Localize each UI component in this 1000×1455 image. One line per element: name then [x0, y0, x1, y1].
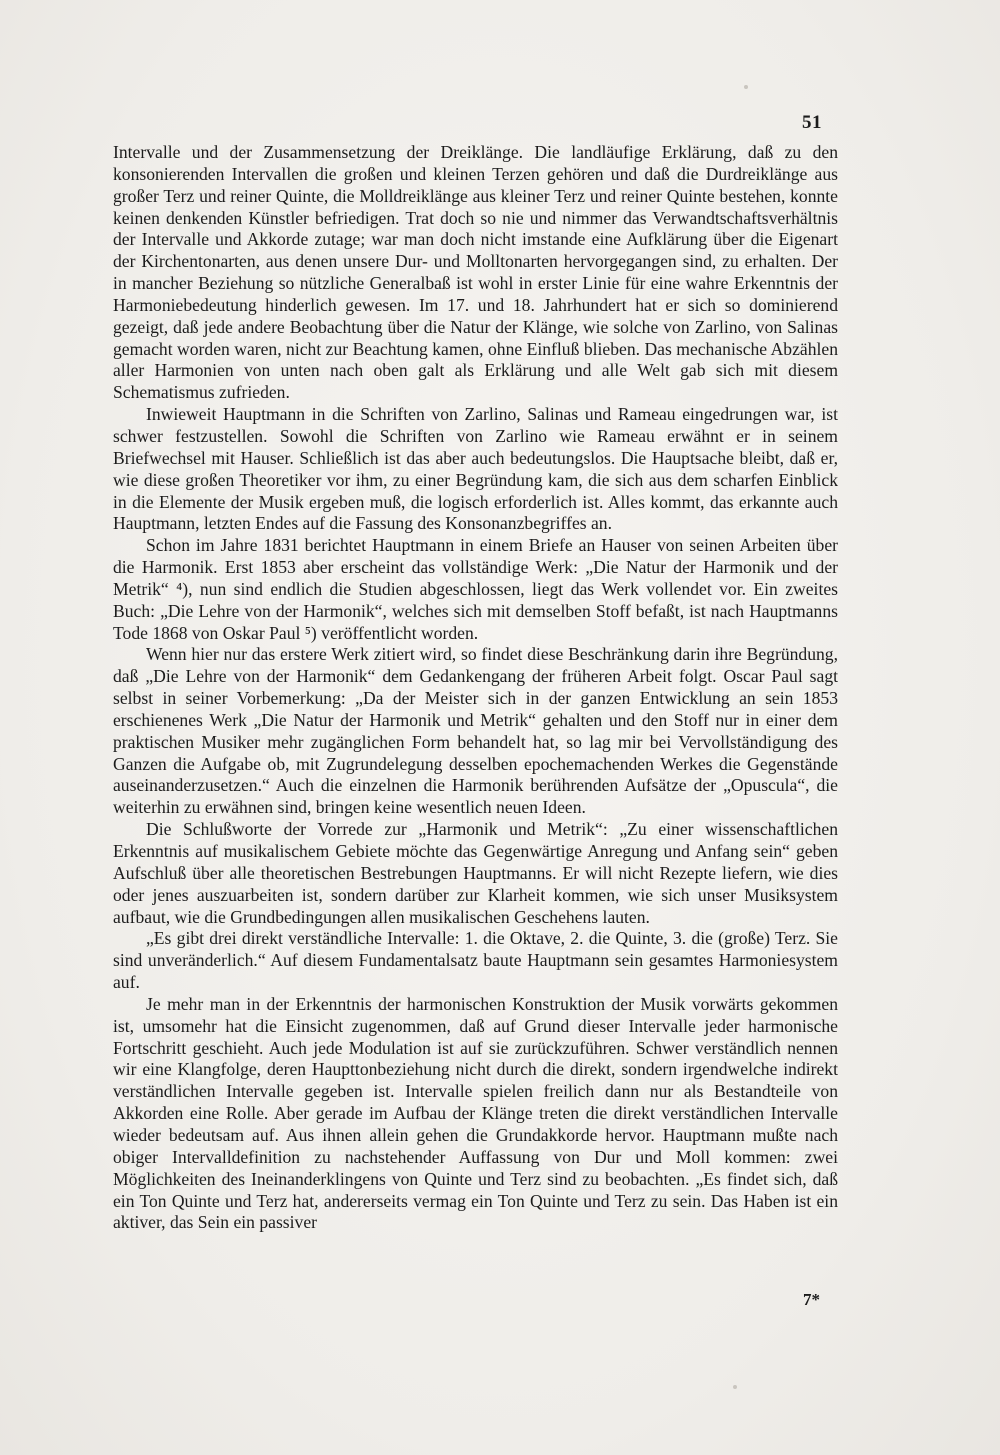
body-text	[113, 142, 838, 1234]
paragraph: „Es gibt drei direkt verständliche Intervalle: 1. die Oktave, 2. die Quinte, 3. die (große) Terz. Sie sind unveränderlich.“ Auf diesem Fundamentalsatz baute Hauptmann sein gesamtes Harmoniesystem auf.	[113, 928, 838, 993]
paper-speck	[733, 1385, 737, 1389]
paragraph: Schon im Jahre 1831 berichtet Hauptmann in einem Briefe an Hauser von seinen Arbeiten über die Harmonik. Erst 1853 aber erscheint das vollständige Werk: „Die Natur der Harmonik und der Metrik“ ⁴), nun sind endlich die Studien abgeschlossen, liegt das Werk vollendet vor. Ein zweites Buch: „Die Lehre von der Harmonik“, welches sich mit demselben Stoff befaßt, ist nach Hauptmanns Tode 1868 von Oskar Paul ⁵) veröffentlicht worden.	[113, 535, 838, 643]
paragraph: Inwieweit Hauptmann in die Schriften von Zarlino, Salinas und Rameau eingedrungen war, ist schwer festzustellen. Sowohl die Schriften von Zarlino wie Rameau erwähnt er in seinem Briefwechsel mit Hauser. Schließlich ist das aber auch bedeutungslos. Die Hauptsache bleibt, daß er, wie diese großen Theoretiker vor ihm, zu einer Begründung kam, die sich aus dem scharfen Einblick in die Elemente der Musik ergeben muß, die logisch erforderlich ist. Alles kommt, das erkannte auch Hauptmann, letzten Endes auf die Fassung des Konsonanzbegriffes an.	[113, 404, 838, 534]
paragraph: Intervalle und der Zusammensetzung der Dreiklänge. Die landläufige Erklärung, daß zu den konsonierenden Intervallen die großen und kleinen Terzen gehören und daß die Durdreiklänge aus großer Terz und reiner Quinte, die Molldreiklänge aus kleiner Terz und reiner Quinte bestehen, konnte keinen denkenden Künstler befriedigen. Trat doch so nie und nimmer das Verwandtschaftsverhältnis der Intervalle und Akkorde zutage; war man doch nicht imstande eine Aufklärung über die Eigenart der Kirchentonarten, aus denen unsere Dur- und Molltonarten hervorgegangen sind, zu erhalten. Der in mancher Beziehung so nützliche Generalbaß ist wohl in erster Linie für eine wahre Erkenntnis der Harmoniebedeutung hinderlich gewesen. Im 17. und 18. Jahrhundert hat er sich so dominierend gezeigt, daß jede andere Beobachtung über die Natur der Klänge, wie solche von Zarlino, von Salinas gemacht worden waren, nicht zur Beachtung kamen, ohne Einfluß blieben. Das mechanische Abzählen aller Harmonien von unten nach oben galt als Erklärung und alle Welt gab sich mit diesem Schematismus zufrieden.	[113, 142, 838, 403]
signature-mark: 7*	[803, 1290, 820, 1309]
paragraph: Die Schlußworte der Vorrede zur „Harmonik und Metrik“: „Zu einer wissenschaftlichen Erkenntnis auf musikalischem Gebiete möchte das Gegenwärtige Anregung und Anfang sein“ geben Aufschluß über alle theoretischen Bestrebungen Hauptmanns. Er will nicht Rezepte liefern, wie dies oder jenes auszuarbeiten ist, sondern darüber zur Klarheit kommen, wie sich unser Musiksystem aufbaut, wie die Grundbedingungen allen musikalischen Geschehens lauten.	[113, 819, 838, 927]
paragraph: Wenn hier nur das erstere Werk zitiert wird, so findet diese Beschränkung darin ihre Begründung, daß „Die Lehre von der Harmonik“ dem Gedankengang der früheren Arbeit folgt. Oscar Paul sagt selbst in seiner Vorbemerkung: „Da der Meister sich in der ganzen Entwicklung an sein 1853 erschienenes Werk „Die Natur der Harmonik und Metrik“ gehalten und den Stoff nur in einer dem praktischen Musiker mehr zugänglichen Form behandelt hat, so lag mir bei Vervollständigung des Ganzen die Aufgabe ob, mit Zugrundelegung desselben epochemachenden Werkes die Gegenstände auseinanderzusetzen.“ Auch die einzelnen die Harmonik berührenden Aufsätze der „Opuscula“, die weiterhin zu erwähnen sind, bringen keine wesentlich neuen Ideen.	[113, 644, 838, 818]
paper-speck	[744, 85, 748, 89]
page-number: 51	[802, 112, 822, 133]
paragraph: Je mehr man in der Erkenntnis der harmonischen Konstruktion der Musik vorwärts gekommen ist, umsomehr hat die Einsicht zugenommen, daß auf Grund dieser Intervalle jeder harmonische Fortschritt geschieht. Auch jede Modulation ist auf sie zurückzuführen. Schwer verständlich nennen wir eine Klangfolge, deren Haupttonbeziehung nicht durch die direkt, sondern irgendwelche indirekt verständlichen Intervalle gegeben ist. Intervalle spielen freilich dann nur als Bestandteile von Akkorden eine Rolle. Aber gerade im Aufbau der Klänge treten die direkt verständlichen Intervalle wieder bedeutsam auf. Aus ihnen allein gehen die Grundakkorde hervor. Hauptmann mußte nach obiger Intervalldefinition zu nachstehender Auffassung von Dur und Moll kommen: zwei Möglichkeiten des Ineinanderklingens von Quinte und Terz sind zu beobachten. „Es findet sich, daß ein Ton Quinte und Terz hat, andererseits vermag ein Ton Quinte und Terz zu sein. Das Haben ist ein aktiver, das Sein ein passiver	[113, 993, 838, 1233]
